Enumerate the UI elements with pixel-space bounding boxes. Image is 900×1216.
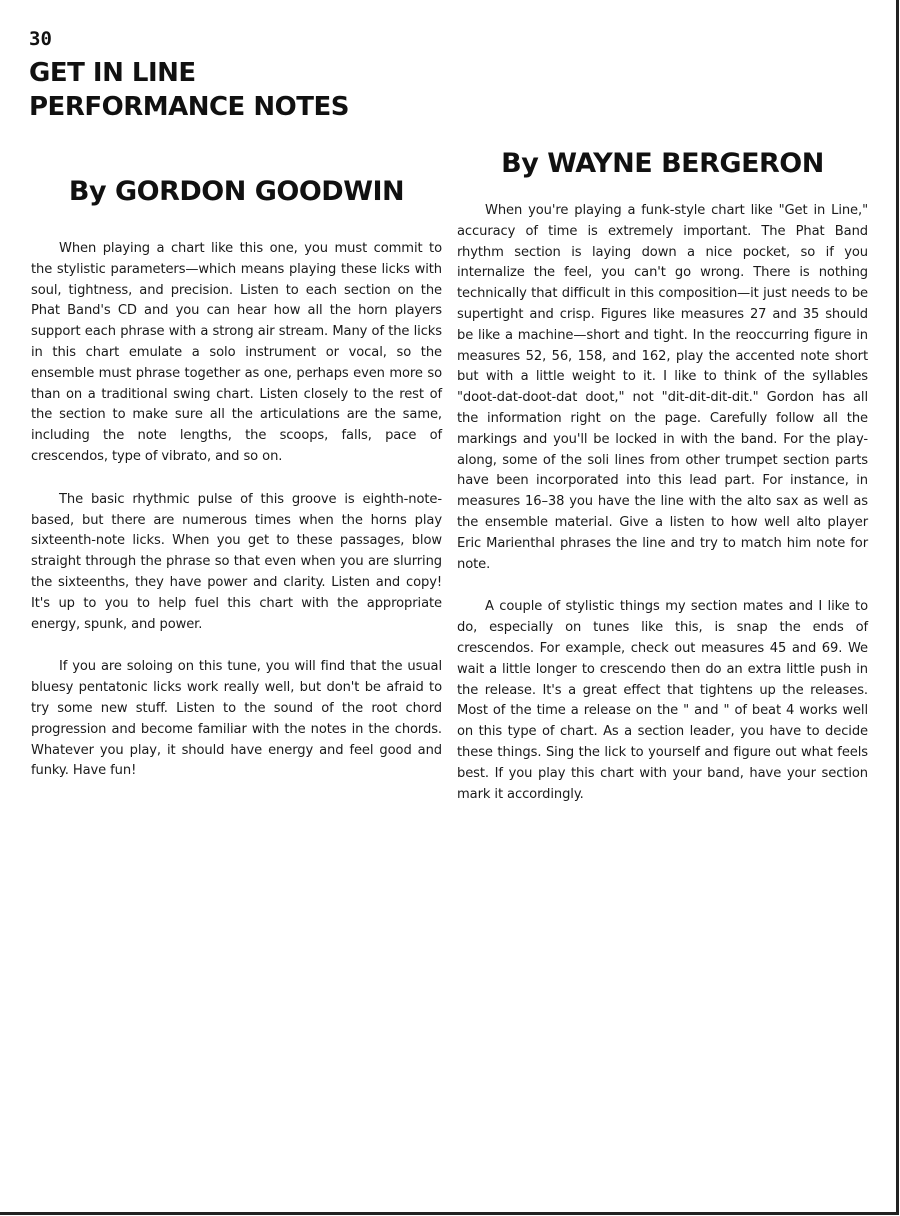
paragraph: A couple of stylistic things my section mates and I like to do, especially on tunes like this, is snap the ends of crescendos. For example, check out measures 45 and 69. We wait a little longer to crescendo then do an extra little push in the release. It's a great effect that tightens up the releases. Most of the time a release on the " and " of beat 4 works well on this type of chart. As a section leader, you have to decide these things. Sing the lick to yourself and figure out what feels best. If you play this chart with your band, have your section mark it accordingly. <box>457 599 868 802</box>
page-title-line-1: GET IN LINE <box>29 58 196 88</box>
byline-goodwin: By GORDON GOODWIN <box>68 176 405 207</box>
paragraph: When playing a chart like this one, you must commit to the stylistic parameters—which means playing these licks with soul, tightness, and precision. Listen to each section on the Phat Band's CD and you can hear how all the horn players support each phrase with a strong air stream. Many of the licks in this chart emulate a solo instrument or vocal, so the ensemble must phrase together as one, perhaps even more so than on a traditional swing chart. Listen closely to the rest of the section to make sure all the articulations are the same, including the note lengths, the scoops, falls, pace of crescendos, type of vibrato, and so on. <box>31 241 442 464</box>
paragraph: If you are soloing on this tune, you will find that the usual bluesy pentatonic licks work really well, but don't be afraid to try some new stuff. Listen to the sound of the root chord progression and become familiar with the notes in the chords. Whatever you play, it should have energy and feel good and funky. Have fun! <box>31 659 442 779</box>
page-number: 30 <box>29 28 52 50</box>
byline-bergeron: By WAYNE BERGERON <box>501 148 824 179</box>
page-title-line-2: PERFORMANCE NOTES <box>29 92 349 122</box>
paragraph: The basic rhythmic pulse of this groove is eighth-note-based, but there are numerous times when the horns play sixteenth-note licks. When you get to these passages, blow straight through the phrase so that even when you are slurring the sixteenths, they have power and clarity. Listen and copy! It's up to you to help fuel this chart with the appropriate energy, spunk, and power. <box>31 491 442 632</box>
left-column <box>31 176 442 804</box>
page-title <box>29 56 349 124</box>
paragraph: When you're playing a funk-style chart like "Get in Line," accuracy of time is extremely important. The Phat Band rhythm section is laying down a nice pocket, so if you internalize the feel, you can't go wrong. There is nothing technically that difficult in this composition—it just needs to be supertight and crisp. Figures like measures 27 and 35 should be like a machine—short and tight. In the reoccurring figure in measures 52, 56, 158, and 162, play the accented note short but with a little weight to it. I like to think of the syllables "doot-dat-doot-dat doot," not "dit-dit-dit-dit." Gordon has all the information right on the page. Carefully follow all the markings and you'll be locked in with the band. For the play-along, some of the soli lines from other trumpet section parts have been incorporated into this lead part. For instance, in measures 16–38 you have the line with the alto sax as well as the ensemble material. Give a listen to how well alto player Eric Marienthal phrases the line and try to match him note for note. <box>457 203 868 572</box>
right-column <box>457 148 868 827</box>
